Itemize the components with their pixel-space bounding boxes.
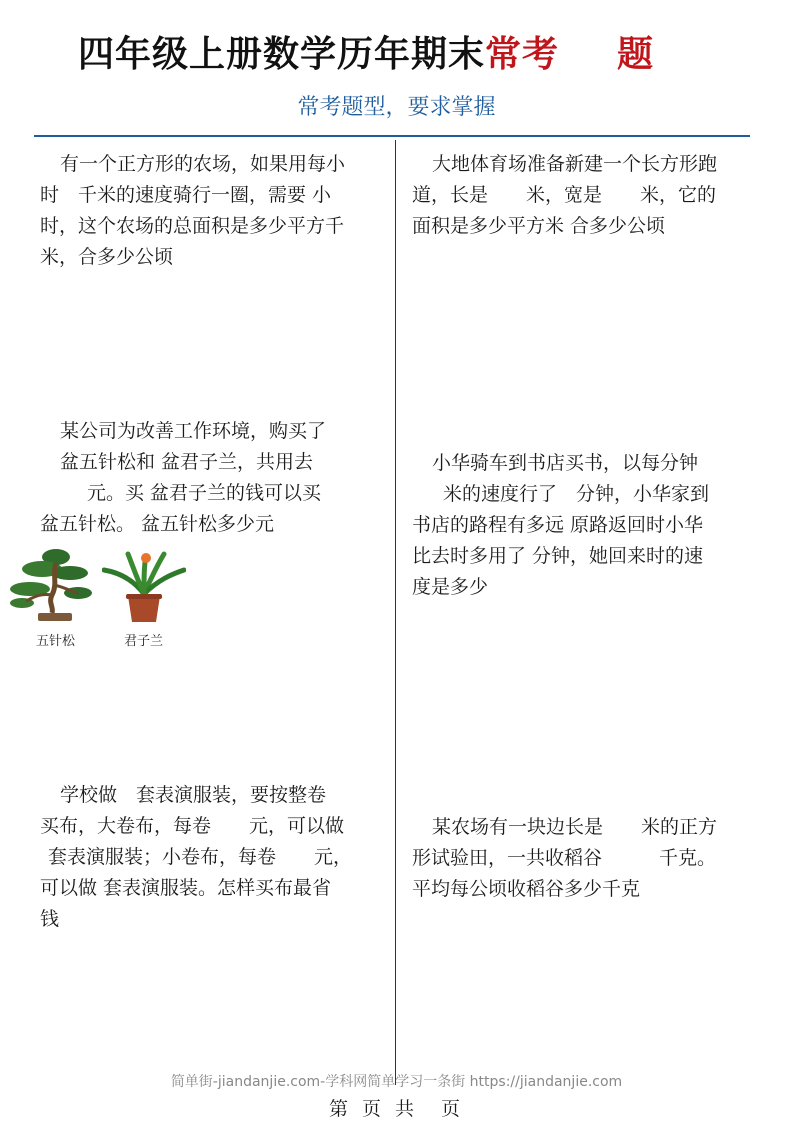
clivia-caption: 君子兰 xyxy=(124,634,164,649)
title-end: 题 xyxy=(617,34,655,75)
question-line: 套表演服装；小卷布，每卷 元， xyxy=(48,846,353,868)
title-red: 常考 xyxy=(485,34,560,75)
question-line: 盆五针松。 盆五针松多少元 xyxy=(40,513,275,535)
column-divider xyxy=(395,140,396,1085)
question-4 xyxy=(412,448,757,603)
question-line: 某公司为改善工作环境，购买了 xyxy=(60,420,327,442)
page-subtitle xyxy=(0,90,793,121)
question-line: 时 千米的速度骑行一圈，需要 小 xyxy=(40,184,332,206)
question-2 xyxy=(412,149,757,242)
question-line: 米，合多少公顷 xyxy=(40,246,174,268)
question-line: 度是多少 xyxy=(412,576,489,598)
question-line: 时，这个农场的总面积是多少平方千 xyxy=(40,215,345,237)
question-1 xyxy=(40,149,385,273)
header-rule xyxy=(34,135,750,137)
page-number: 第 页 共 页 xyxy=(328,1098,465,1120)
question-line: 钱 xyxy=(40,908,60,930)
pine-bonsai-image xyxy=(8,545,100,625)
question-line: 米的速度行了 分钟，小华家到 xyxy=(424,483,710,505)
question-line: 小华骑车到书店买书，以每分钟 xyxy=(432,452,699,474)
clivia-image xyxy=(102,548,186,626)
question-line: 可以做 套表演服装。怎样买布最省 xyxy=(40,877,332,899)
question-line: 形试验田，一共收稻谷 千克。 xyxy=(412,847,717,869)
question-line: 平均每公顷收稻谷多少千克 xyxy=(412,878,641,900)
question-line: 道，长是 米，宽是 米，它的 xyxy=(412,184,717,206)
pine-caption: 五针松 xyxy=(36,634,76,649)
question-line: 面积是多少平方米 合多少公顷 xyxy=(412,215,666,237)
question-line: 买布，大卷布，每卷 元，可以做 xyxy=(40,815,345,837)
page-title xyxy=(78,26,718,77)
question-5 xyxy=(40,780,385,935)
question-line: 比去时多用了 分钟，她回来时的速 xyxy=(412,545,704,567)
question-line: 某农场有一块边长是 米的正方 xyxy=(432,816,718,838)
question-line: 书店的路程有多远 原路返回时小华 xyxy=(412,514,704,536)
question-line: 盆五针松和 盆君子兰，共用去 xyxy=(60,451,314,473)
question-line: 有一个正方形的农场，如果用每小 xyxy=(60,153,346,175)
question-line: 大地体育场准备新建一个长方形跑 xyxy=(432,153,718,175)
question-line: 元。买 盆君子兰的钱可以买 xyxy=(68,482,322,504)
footer-link[interactable]: 简单街-jiandanjie.com-学科网简单学习一条街 https://jiandanjie.com xyxy=(170,1074,623,1090)
question-6 xyxy=(412,812,757,905)
question-line: 学校做 套表演服装，要按整卷 xyxy=(60,784,327,806)
title-main: 四年级上册数学历年期末 xyxy=(78,34,486,75)
question-3 xyxy=(40,416,385,540)
subtitle-text: 常考题型，要求掌握 xyxy=(297,95,496,120)
